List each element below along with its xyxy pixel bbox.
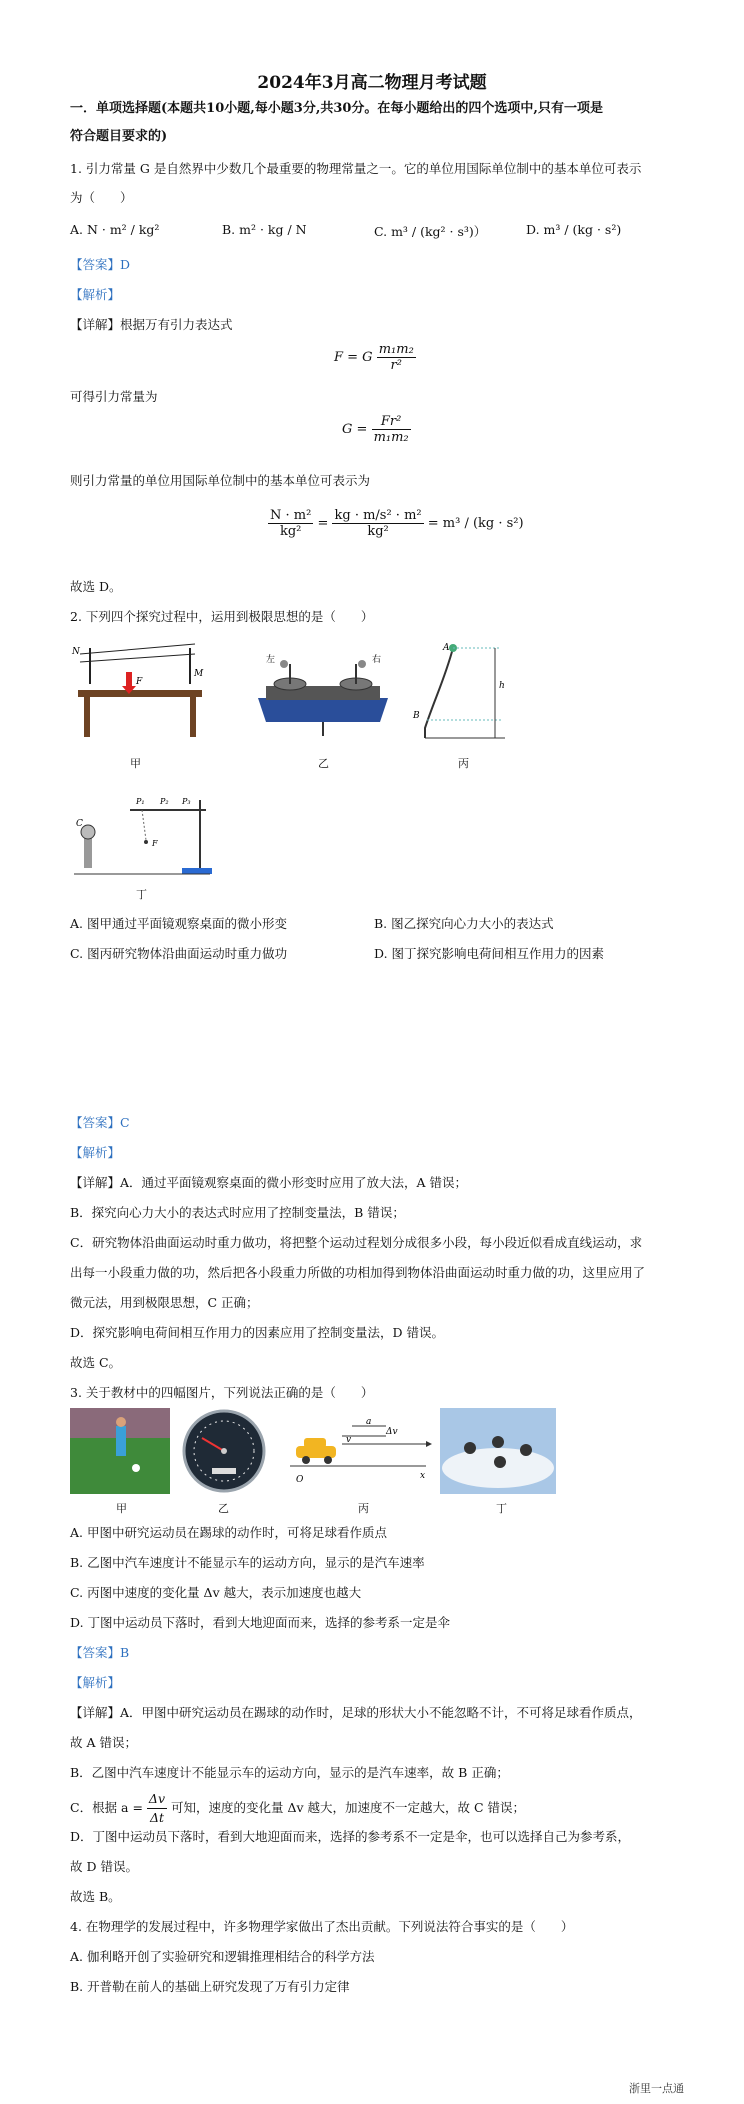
q3-figure-bing-car: [286, 1416, 436, 1486]
q3-option-a: A. 甲图中研究运动员在踢球的动作时，可将足球看作质点: [70, 1525, 387, 1540]
q3-stem: 3. 关于教材中的四幅图片，下列说法正确的是（ ）: [70, 1385, 374, 1400]
q2-figure-ding: [70, 790, 220, 880]
q2-fig-yi-label-left: 左: [266, 655, 276, 665]
q2-analysis: 【解析】: [70, 1145, 121, 1160]
q3-caption-ding: 丁: [496, 1502, 507, 1515]
q2-fig-jia-label-n: N: [72, 647, 80, 657]
q1-option-b: B. m² · kg / N: [222, 222, 307, 237]
q2-caption-jia: 甲: [130, 757, 141, 770]
q2-caption-bing: 丙: [458, 757, 469, 770]
q2-detail-4: 出每一小段重力做的功，然后把各小段重力所做的功相加得到物体沿曲面运动时重力做的功，这里应用了: [70, 1265, 646, 1280]
q3-figure-jia: [70, 1408, 170, 1494]
q2-fig-jia-label-f: F: [136, 677, 143, 687]
q4-stem: 4. 在物理学的发展过程中，许多物理学家做出了杰出贡献。下列说法符合事实的是（ ）: [70, 1919, 574, 1934]
q2-fig-ding-label-p2: P₂: [160, 797, 169, 806]
q2-fig-ding-label-p3: P₃: [182, 797, 191, 806]
q1-conclusion: 故选 D。: [70, 579, 122, 594]
q2-fig-bing-label-h: h: [499, 681, 505, 691]
q2-conclusion: 故选 C。: [70, 1355, 122, 1370]
q2-fig-ding-label-f: F: [152, 839, 158, 848]
q1-detail: 【详解】根据万有引力表达式: [70, 317, 233, 332]
q1-answer: 【答案】D: [70, 257, 131, 272]
q3-fig-bing-label-a: a: [366, 1417, 372, 1427]
q3-conclusion: 故选 B。: [70, 1889, 121, 1904]
q1-analysis: 【解析】: [70, 287, 121, 302]
q3-detail-2: 故 A 错误；: [70, 1735, 137, 1750]
q3-fig-bing-label-v: v: [346, 1435, 352, 1445]
q3-detail-5: D．丁图中运动员下落时，看到大地迎面而来，选择的参考系不一定是伞，也可以选择自己为参考系，: [70, 1829, 631, 1844]
q2-detail-5: 微元法，用到极限思想，C 正确；: [70, 1295, 259, 1310]
q3-caption-bing: 丙: [358, 1502, 369, 1515]
q2-caption-ding: 丁: [136, 888, 147, 901]
q3-fig-bing-label-o: O: [296, 1475, 304, 1485]
q2-figure-yi: [248, 636, 398, 746]
q2-option-c: C. 图丙研究物体沿曲面运动时重力做功: [70, 946, 288, 961]
q2-detail-3: C．研究物体沿曲面运动时重力做功，将把整个运动过程划分成很多小段，每小段近似看成直线运动，求: [70, 1235, 643, 1250]
q1-mid-text-1: 可得引力常量为: [70, 389, 158, 404]
q1-equation-gravitation: F = G $\frac{\text{m₁m₂}}{\text{r²}}$: [334, 342, 414, 373]
q2-answer: 【答案】C: [70, 1115, 130, 1130]
q2-fig-bing-label-a: A: [443, 643, 450, 653]
q3-answer: 【答案】B: [70, 1645, 130, 1660]
q1-stem-line1: 1. 引力常量 G 是自然界中少数几个最重要的物理常量之一。它的单位用国际单位制中的基本单位可表示: [70, 161, 642, 176]
q1-option-d: D. m³ / (kg · s²): [526, 222, 622, 237]
q4-option-b: B. 开普勒在前人的基础上研究发现了万有引力定律: [70, 1979, 350, 1994]
q2-detail-1: 【详解】A．通过平面镜观察桌面的微小形变时应用了放大法，A 错误；: [70, 1175, 468, 1190]
q4-option-a: A. 伽利略开创了实验研究和逻辑推理相结合的科学方法: [70, 1949, 375, 1964]
q3-option-d: D. 丁图中运动员下落时，看到大地迎面而来，选择的参考系一定是伞: [70, 1615, 451, 1630]
q3-fig-bing-label-dv: Δv: [386, 1427, 398, 1437]
q1-stem-line2: 为（ ）: [70, 190, 133, 205]
q1-equation-g: G = $\frac{\text{Fr²}}{\text{m₁m₂}}$: [342, 414, 409, 445]
q1-equation-units: $\frac{\text{N · m²}}{\text{kg²}}$ = $\frac{\text{kg · m/s² · m²}}{\text{kg²}}$ = m³ / (kg · s²): [270, 508, 524, 539]
q2-fig-jia-label-m: M: [194, 669, 204, 679]
q2-detail-6: D．探究影响电荷间相互作用力的因素应用了控制变量法，D 错误。: [70, 1325, 445, 1340]
q2-figure-jia: [70, 634, 210, 744]
q3-figure-ding-skydivers: [440, 1408, 556, 1494]
q2-option-b: B. 图乙探究向心力大小的表达式: [374, 916, 554, 931]
q2-fig-bing-label-b: B: [413, 711, 420, 721]
q3-caption-yi: 乙: [218, 1502, 229, 1515]
q3-caption-jia: 甲: [116, 1502, 127, 1515]
page-title: 2024年3月高二物理月考试题: [257, 73, 487, 93]
q1-mid-text-2: 则引力常量的单位用国际单位制中的基本单位可表示为: [70, 473, 371, 488]
q1-option-a: A. N · m² / kg²: [70, 222, 160, 237]
section-heading-line2: 符合题目要求的): [70, 129, 168, 144]
q3-analysis: 【解析】: [70, 1675, 121, 1690]
q2-option-a: A. 图甲通过平面镜观察桌面的微小形变: [70, 916, 287, 931]
q2-fig-ding-label-p1: P₁: [136, 797, 145, 806]
section-heading-line1: 一．单项选择题(本题共10小题,每小题3分,共30分。在每小题给出的四个选项中,只有一项是: [70, 101, 603, 116]
q3-fig-bing-label-x: x: [420, 1471, 426, 1481]
q2-detail-2: B．探究向心力大小的表达式时应用了控制变量法，B 错误；: [70, 1205, 405, 1220]
q3-figure-yi-speedometer: [174, 1408, 274, 1494]
q2-fig-ding-label-c: C: [76, 819, 83, 829]
q3-detail-3: B．乙图中汽车速度计不能显示车的运动方向，显示的是汽车速率，故 B 正确；: [70, 1765, 509, 1780]
q2-figure-bing: [405, 638, 515, 748]
q3-detail-1: 【详解】A．甲图中研究运动员在踢球的动作时，足球的形状大小不能忽略不计，不可将足球看作质点，: [70, 1705, 642, 1720]
q2-caption-yi: 乙: [318, 757, 329, 770]
q3-detail-6: 故 D 错误。: [70, 1859, 138, 1874]
q1-option-c: C. m³ / (kg² · s³)）: [374, 224, 487, 239]
q3-option-b: B. 乙图中汽车速度计不能显示车的运动方向，显示的是汽车速率: [70, 1555, 425, 1570]
q2-stem: 2. 下列四个探究过程中，运用到极限思想的是（ ）: [70, 609, 374, 624]
q3-option-c: C. 丙图中速度的变化量 Δv 越大，表示加速度也越大: [70, 1585, 362, 1600]
q2-option-d: D. 图丁探究影响电荷间相互作用力的因素: [374, 946, 605, 961]
footer-watermark: 浙里一点通: [629, 2082, 684, 2095]
q2-fig-yi-label-right: 右: [372, 655, 382, 665]
q3-detail-4: C．根据 a = $\frac{\Delta v}{\Delta t}$ 可知，速度的变化量 Δv 越大，加速度不一定越大，故 C 错误；: [70, 1791, 526, 1825]
